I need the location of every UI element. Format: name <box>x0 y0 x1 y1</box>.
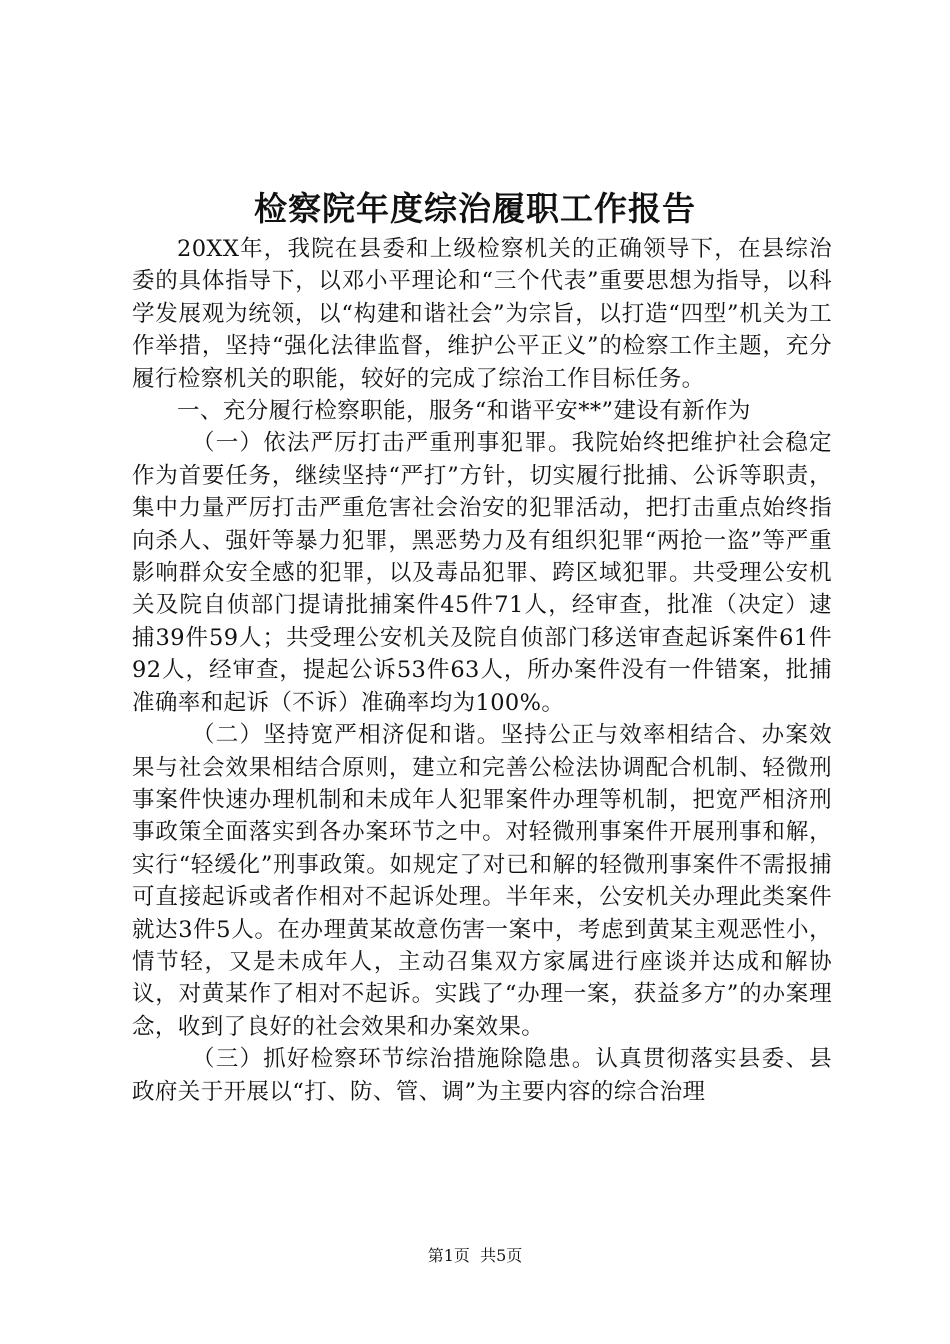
document-body <box>132 233 832 1108</box>
page-footer <box>0 1245 950 1267</box>
document-title: 检察院年度综治履职工作报告 <box>254 189 696 228</box>
paragraph-subsection-2: （二）坚持宽严相济促和谐。坚持公正与效率相结合、办案效果与社会效果相结合原则，建立和完善公检法协调配合机制、轻微刑事案件快速办理机制和未成年人犯罪案件办理等机制，把宽严相济刑事政策全面落实到各办案环节之中。对轻微刑事案件开展刑事和解，实行“轻缓化”刑事政策。如规定了对已和解的轻微刑事案件不需报捕可直接起诉或者作相对不起诉处理。半年来，公安机关办理此类案件就达3件5人。在办理黄某故意伤害一案中，考虑到黄某主观恶性小，情节轻，又是未成年人，主动召集双方家属进行座谈并达成和解协议，对黄某作了相对不起诉。实践了“办理一案，获益多方”的办案理念，收到了良好的社会效果和办案效果。 <box>132 722 832 1040</box>
page-number-label: 第1页 共5页 <box>427 1246 523 1265</box>
paragraph-subsection-1: （一）依法严厉打击严重刑事犯罪。我院始终把维护社会稳定作为首要任务，继续坚持“严打”方针，切实履行批捕、公诉等职责，集中力量严厉打击严重危害社会治安的犯罪活动，把打击重点始终指向杀人、强奸等暴力犯罪，黑恶势力及有组织犯罪“两抢一盗”等严重影响群众安全感的犯罪，以及毒品犯罪、跨区域犯罪。共受理公安机关及院自侦部门提请批捕案件45件71人，经审查，批准（决定）逮捕39件59人；共受理公安机关及院自侦部门移送审查起诉案件61件92人，经审查，提起公诉53件63人，所办案件没有一件错案，批捕准确率和起诉（不诉）准确率均为100%。 <box>132 430 832 716</box>
paragraph-subsection-3: （三）抓好检察环节综治措施除隐患。认真贯彻落实县委、县政府关于开展以“打、防、管、调”为主要内容的综合治理 <box>132 1046 832 1105</box>
section-heading-1: 一、充分履行检察职能，服务“和谐平安**”建设有新作为 <box>177 398 751 425</box>
paragraph-intro: 20XX年，我院在县委和上级检察机关的正确领导下，在县综治委的具体指导下，以邓小平理论和“三个代表”重要思想为指导，以科学发展观为统领，以“构建和谐社会”为宗旨，以打造“四型”机关为工作举措，坚持“强化法律监督，维护公平正义”的检察工作主题，充分履行检察机关的职能，较好的完成了综治工作目标任务。 <box>132 236 832 392</box>
